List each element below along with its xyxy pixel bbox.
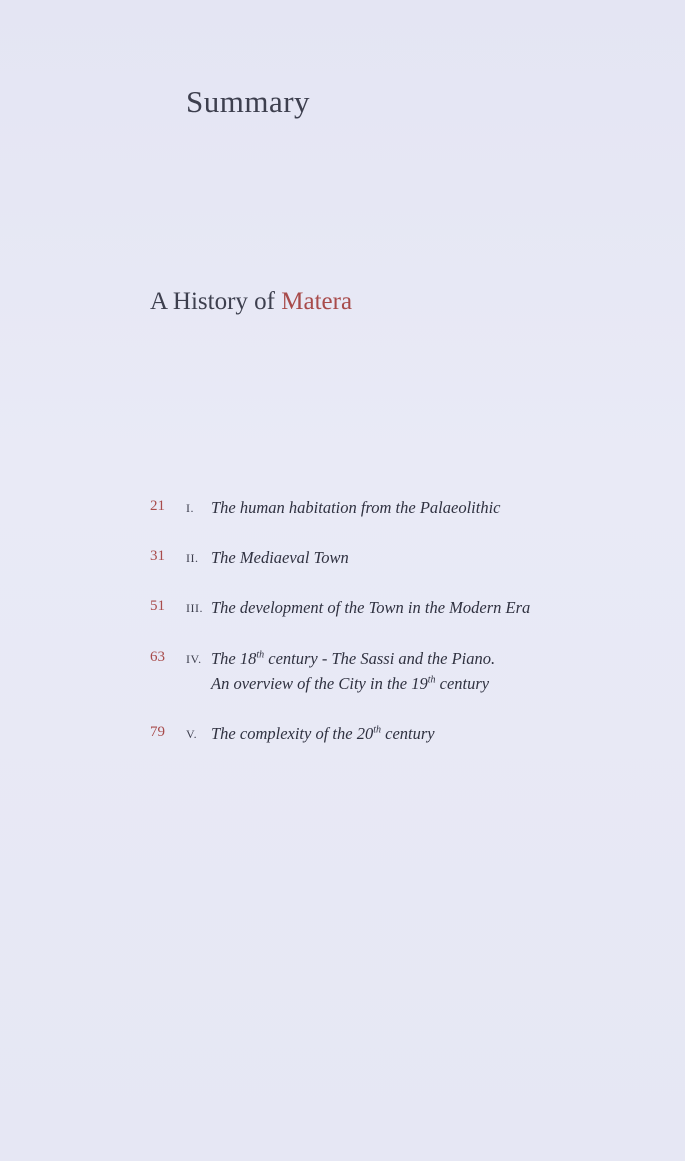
toc-text-part: century — [435, 674, 490, 693]
toc-text-part: The 18 — [211, 649, 257, 668]
page-title: Summary — [186, 84, 311, 119]
toc-chapter-title-line-1 — [211, 649, 495, 669]
toc-chapter-title-line-2 — [211, 674, 489, 694]
toc-page-number: 51 — [150, 598, 165, 614]
toc-chapter-numeral: IV. — [186, 652, 202, 666]
toc-superscript: th — [373, 724, 381, 736]
toc-page-number: 79 — [150, 724, 165, 740]
toc-chapter-numeral: I. — [186, 501, 194, 515]
toc-text-part: century - The Sassi and the Piano. — [264, 649, 496, 668]
toc-page-number: 63 — [150, 649, 165, 665]
toc-text-part: century — [381, 724, 435, 743]
toc-chapter-title: The Mediaeval Town — [211, 548, 349, 567]
toc-superscript: th — [427, 674, 436, 686]
toc-page-number: 31 — [150, 548, 165, 564]
toc-chapter-title — [211, 724, 435, 744]
toc-text-part: An overview of the City in the 19 — [211, 674, 428, 693]
toc-page-number: 21 — [150, 498, 165, 514]
toc-text-part: The complexity of the 20 — [211, 724, 374, 743]
toc-chapter-title: The human habitation from the Palaeolithic — [211, 498, 501, 517]
book-title — [150, 288, 352, 316]
book-title-prefix: A History of — [150, 288, 282, 315]
book-title-accent: Matera — [281, 288, 353, 315]
toc-chapter-numeral: II. — [186, 551, 199, 565]
toc-superscript: th — [256, 649, 265, 661]
toc-chapter-title: The development of the Town in the Modern Era — [211, 598, 531, 617]
toc-chapter-numeral: III. — [186, 601, 203, 615]
toc-chapter-numeral: V. — [186, 727, 198, 741]
